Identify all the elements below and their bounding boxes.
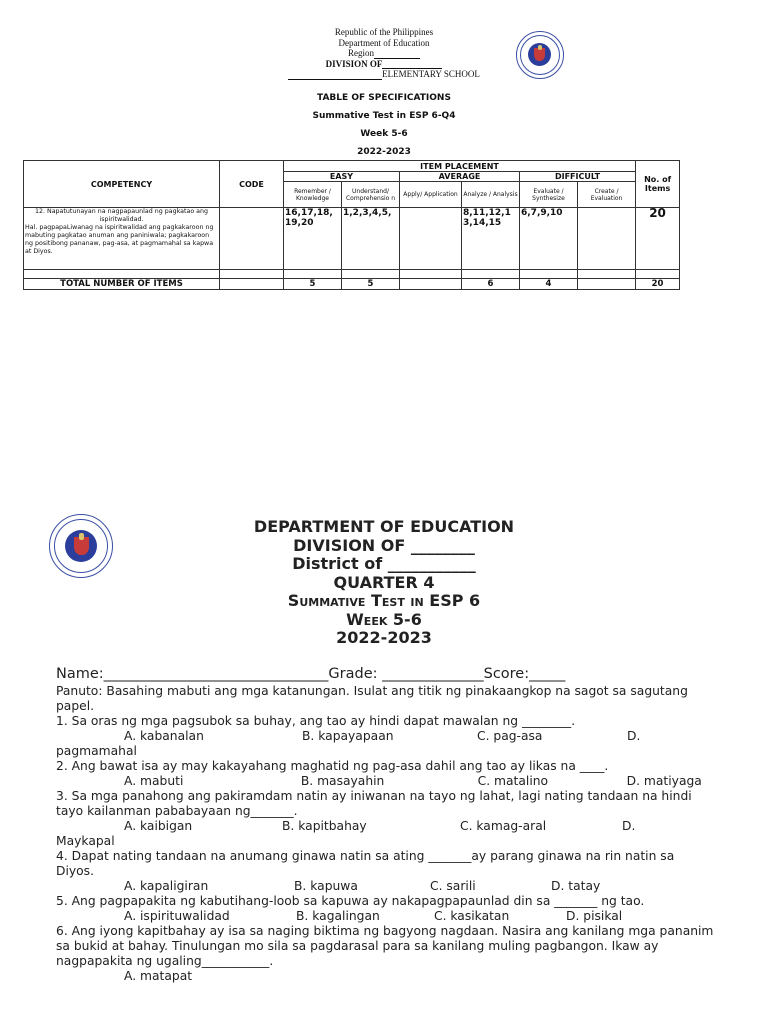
question-options bbox=[56, 969, 716, 984]
question-options bbox=[56, 729, 716, 744]
department-text: Department of Education bbox=[338, 37, 430, 48]
question-item bbox=[56, 714, 716, 759]
answer-option: B. kagalingan bbox=[296, 909, 380, 923]
division-label: DIVISION OF bbox=[325, 58, 383, 69]
competency-title: 12. Napatutunayan na nagpapaunlad ng pagkatao ang ispiritwalidad. bbox=[34, 208, 209, 223]
total-row bbox=[24, 279, 680, 290]
school-label: ELEMENTARY SCHOOL bbox=[382, 69, 480, 79]
answer-option: D. pisikal bbox=[566, 909, 623, 923]
header-understand: Understand/ Comprehensio n bbox=[342, 182, 400, 208]
total-remember: 5 bbox=[284, 279, 342, 290]
question-options bbox=[56, 774, 716, 789]
total-analyze: 6 bbox=[462, 279, 520, 290]
answer-option: C. kamag-aral bbox=[460, 819, 547, 833]
option-continuation: Maykapal bbox=[56, 834, 115, 848]
header-analyze: Analyze / Analysis bbox=[462, 182, 520, 208]
district-title: District of ___________ bbox=[292, 554, 476, 573]
answer-option: C. sarili bbox=[430, 879, 476, 893]
question-item bbox=[56, 894, 716, 924]
tos-title: TABLE OF SPECIFICATIONS bbox=[317, 93, 451, 103]
test-body bbox=[56, 664, 716, 984]
row-total: 20 bbox=[636, 208, 680, 270]
tos-subtitle: Summative Test in ESP 6-Q4 bbox=[312, 111, 456, 121]
week-title: Week 5-6 bbox=[346, 609, 422, 629]
total-create bbox=[578, 279, 636, 290]
letterhead-top bbox=[0, 27, 768, 80]
total-items: 20 bbox=[636, 279, 680, 290]
tos-title-block bbox=[0, 89, 768, 161]
evaluate-items: 6,7,9,10 bbox=[520, 208, 578, 270]
answer-option: C. kasikatan bbox=[434, 909, 510, 923]
answer-option: C. matalino bbox=[477, 774, 549, 788]
header-competency: COMPETENCY bbox=[24, 161, 220, 208]
test-header bbox=[0, 518, 768, 648]
question-item bbox=[56, 924, 716, 984]
answer-option: D. tatay bbox=[551, 879, 601, 893]
answer-option: B. kapuwa bbox=[294, 879, 358, 893]
answer-option: B. masayahin bbox=[300, 774, 385, 788]
region-blank bbox=[374, 50, 420, 59]
header-apply: Apply/ Application bbox=[400, 182, 462, 208]
total-evaluate: 4 bbox=[520, 279, 578, 290]
header-item-placement: ITEM PLACEMENT bbox=[284, 161, 636, 172]
option-continuation: pagmamahal bbox=[56, 744, 137, 758]
header-easy: EASY bbox=[284, 172, 400, 182]
answer-option: C. pag-asa bbox=[477, 729, 543, 743]
header-create: Create / Evaluation bbox=[578, 182, 636, 208]
answer-option: D. bbox=[622, 819, 636, 833]
deped-seal-icon bbox=[516, 31, 564, 79]
answer-option: B. kapitbahay bbox=[282, 819, 367, 833]
question-item bbox=[56, 789, 716, 849]
quarter-title: QUARTER 4 bbox=[333, 572, 435, 592]
division-blank bbox=[382, 60, 442, 69]
header-no-of-items: No. of Items bbox=[636, 161, 680, 208]
year-title: 2022-2023 bbox=[336, 628, 432, 647]
total-label: TOTAL NUMBER OF ITEMS bbox=[24, 279, 220, 290]
question-stem: 6. Ang iyong kapitbahay ay isa sa naging biktima ng bagyong nagdaan. Nasira ang kanilang mga pananim sa bukid at bahay. Tinulungan mo sila sa pagdarasal para sa kanilang muling pagbangon. Ikaw ay nagpapakita ng ugaling___________. bbox=[56, 924, 714, 968]
question-list bbox=[56, 714, 716, 984]
question-options bbox=[56, 909, 716, 924]
remember-items: 16,17,18, 19,20 bbox=[284, 208, 342, 270]
create-items bbox=[578, 208, 636, 270]
answer-option: A. kapaligiran bbox=[124, 879, 209, 893]
answer-option: A. ispirituwalidad bbox=[124, 909, 230, 923]
header-remember: Remember / Knowledge bbox=[284, 182, 342, 208]
specifications-table bbox=[23, 160, 680, 290]
question-options bbox=[56, 819, 716, 834]
header-evaluate: Evaluate / Synthesize bbox=[520, 182, 578, 208]
competency-cell bbox=[24, 208, 220, 270]
answer-option: B. kapayapaan bbox=[302, 729, 394, 743]
answer-option: D. matiyaga bbox=[626, 774, 702, 788]
name-grade-score-line: Name:_______________________________Grade: ______________Score:_____ bbox=[56, 666, 566, 682]
header-average: AVERAGE bbox=[400, 172, 520, 182]
code-cell bbox=[220, 208, 284, 270]
answer-option: A. kaibigan bbox=[124, 819, 193, 833]
question-stem: 3. Sa mga panahong ang pakiramdam natin ay iniwanan na tayo ng lahat, lagi nating tandaan na hindi tayo kailanman pababayaan ng_______. bbox=[56, 789, 692, 818]
understand-items: 1,2,3,4,5, bbox=[342, 208, 400, 270]
question-stem: 5. Ang pagpapakita ng kabutihang-loob sa kapuwa ay nakapagpapaunlad din sa _______ ng tao. bbox=[56, 894, 645, 908]
header-difficult: DIFFICULT bbox=[520, 172, 636, 182]
region-label: Region bbox=[348, 48, 374, 58]
test-title: Summative Test in ESP 6 bbox=[287, 591, 481, 610]
apply-items bbox=[400, 208, 462, 270]
question-stem: 2. Ang bawat isa ay may kakayahang maghatid ng pag-asa dahil ang tao ay likas na ____. bbox=[56, 759, 609, 773]
question-options bbox=[56, 879, 716, 894]
republic-text: Republic of the Philippines bbox=[334, 27, 434, 37]
dept-title: DEPARTMENT OF EDUCATION bbox=[253, 517, 515, 536]
competency-body: Hal. pagpapaLiwanag na ispiritwalidad ang pagkakaroon ng mabuting pagkatao anuman ang paniniwala; pagkakaroon ng positibong pananaw, pag-asa, at pagmamahal sa kapwa at Diyos. bbox=[25, 224, 214, 255]
total-apply bbox=[400, 279, 462, 290]
school-blank bbox=[288, 71, 382, 80]
spacer-row bbox=[24, 270, 680, 279]
question-item bbox=[56, 849, 716, 894]
division-title: DIVISION OF ________ bbox=[293, 535, 475, 555]
answer-option: A. matapat bbox=[124, 969, 193, 983]
answer-option: A. kabanalan bbox=[124, 729, 204, 743]
tos-year: 2022-2023 bbox=[357, 147, 411, 157]
tos-week: Week 5-6 bbox=[360, 129, 408, 139]
analyze-items: 8,11,12,1 3,14,15 bbox=[462, 208, 520, 270]
question-stem: 4. Dapat nating tandaan na anumang ginawa natin sa ating _______ay parang ginawa na rin natin sa Diyos. bbox=[56, 849, 675, 878]
answer-option: D. bbox=[627, 729, 641, 743]
table-row bbox=[24, 208, 680, 270]
answer-option: A. mabuti bbox=[124, 774, 184, 788]
header-code: CODE bbox=[220, 161, 284, 208]
total-understand: 5 bbox=[342, 279, 400, 290]
question-stem: 1. Sa oras ng mga pagsubok sa buhay, ang tao ay hindi dapat mawalan ng ________. bbox=[56, 714, 576, 728]
directions: Panuto: Basahing mabuti ang mga katanungan. Isulat ang titik ng pinakaangkop na sagot sa sagutang papel. bbox=[56, 684, 688, 713]
question-item bbox=[56, 759, 716, 789]
